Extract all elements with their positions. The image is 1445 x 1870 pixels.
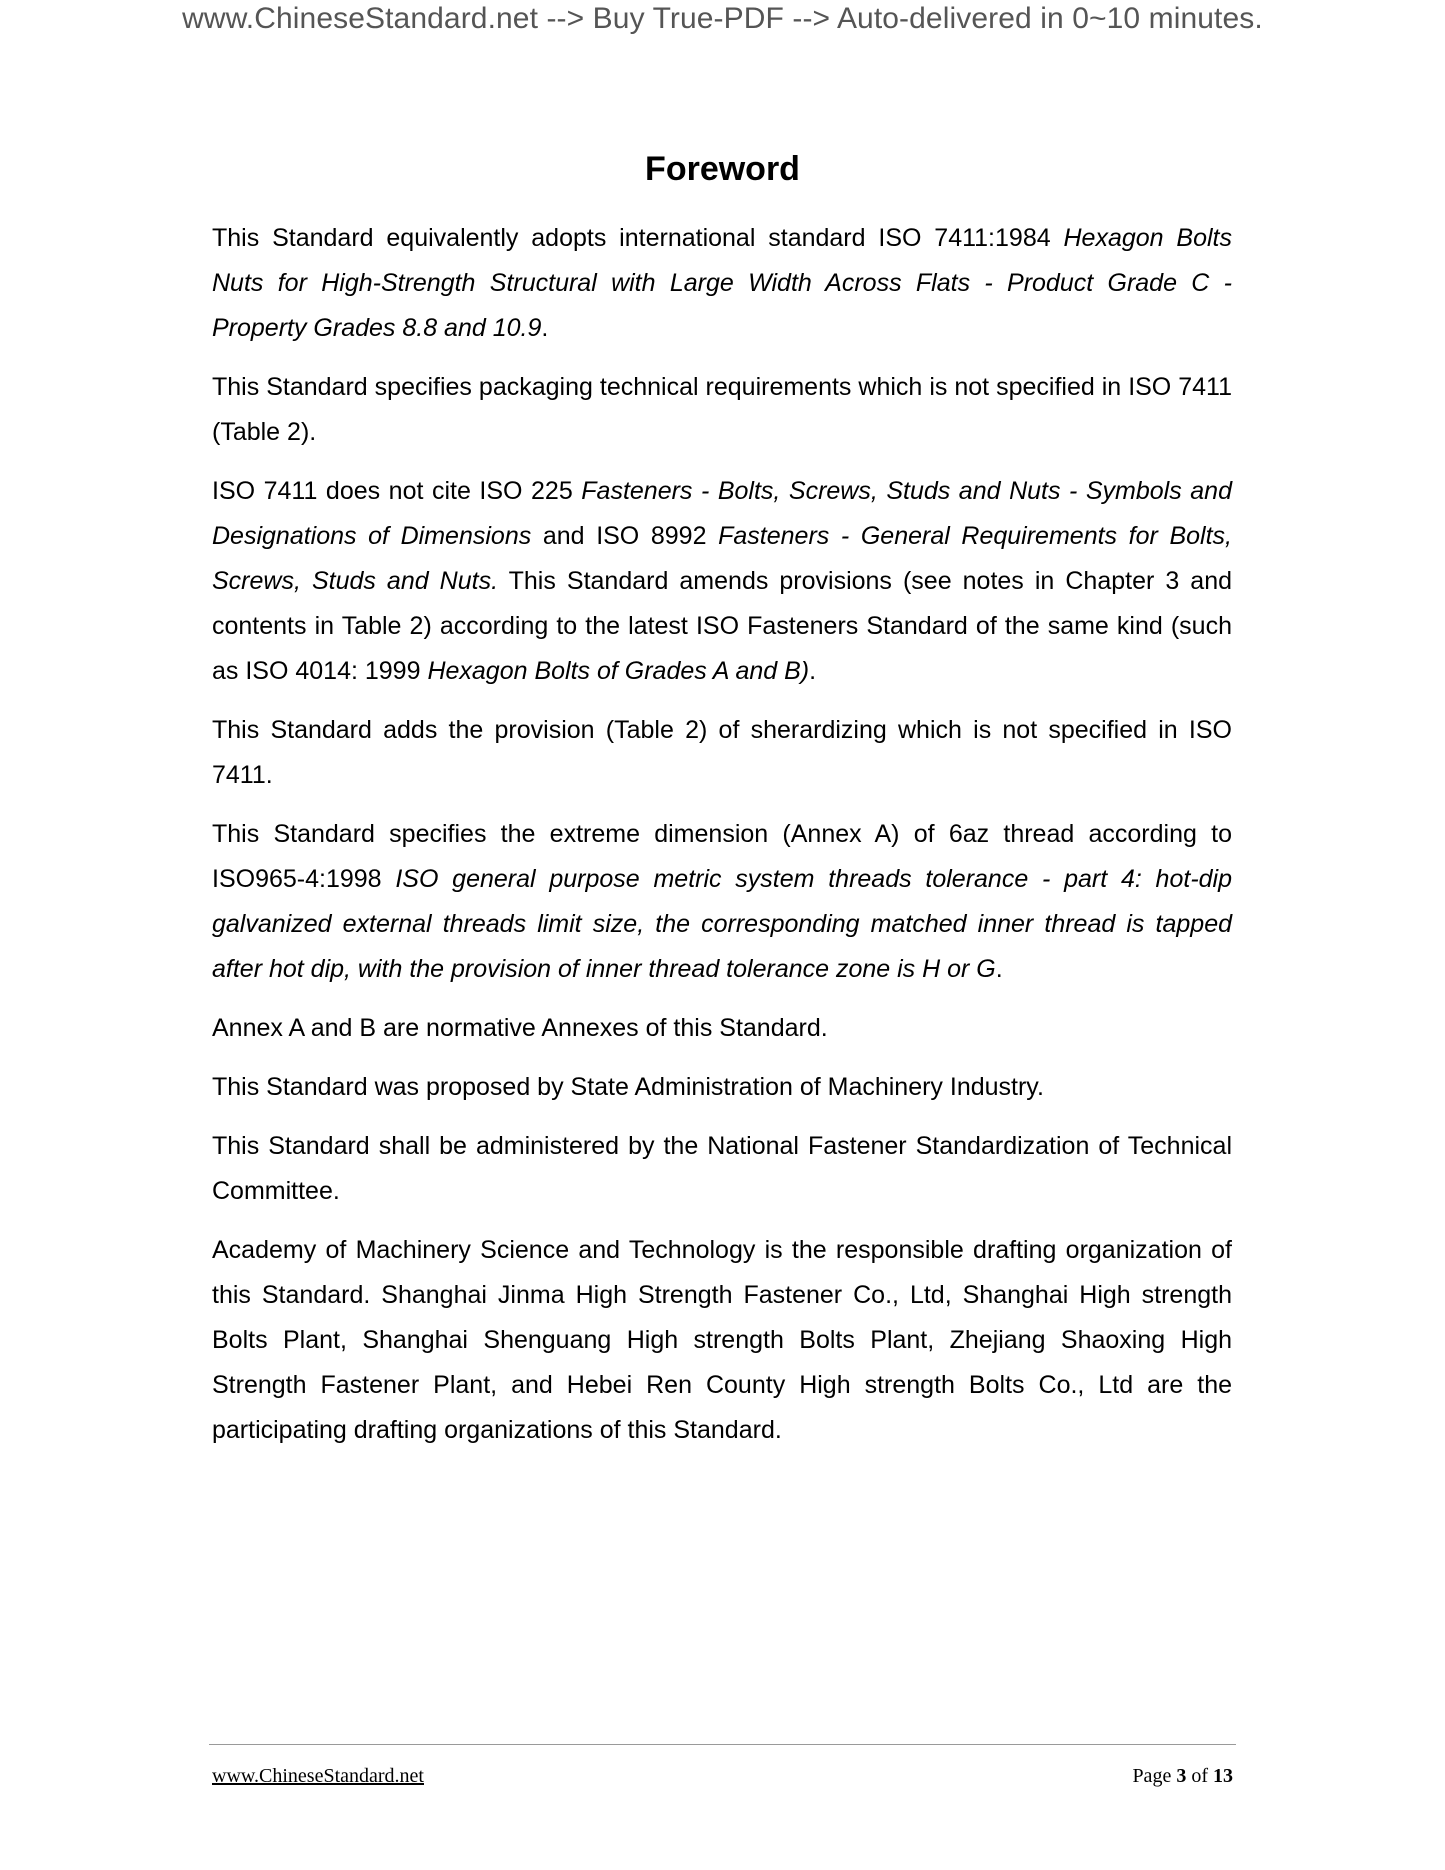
paragraph-sherardizing: This Standard adds the provision (Table 2) of sherardizing which is not specified in ISO 7411.: [212, 716, 1232, 789]
footer-site-link[interactable]: www.ChineseStandard.net: [212, 1765, 424, 1787]
paragraph-adoption: This Standard equivalently adopts international standard ISO 7411:1984 Hexagon Bolts Nuts for High-Strength Structural with Large Width Across Flats - Product Grade C - Property Grades 8.8 and 10.9.: [212, 224, 1232, 342]
paragraph-thread-dimension: This Standard specifies the extreme dimension (Annex A) of 6az thread according to ISO965-4:1998 ISO general purpose metric system threads tolerance - part 4: hot-dip galvanized external threads limit size, the corresponding matched inner thread is tapped after hot dip, with the provision of inner thread tolerance zone is H or G.: [212, 820, 1233, 983]
top-banner: www.ChineseStandard.net --> Buy True-PDF --> Auto-delivered in 0~10 minutes.: [182, 2, 1263, 35]
paragraph-amendments: ISO 7411 does not cite ISO 225 Fasteners - Bolts, Screws, Studs and Nuts - Symbols and Designations of Dimensions and ISO 8992 Fasteners - General Requirements for Bolts, Screws, Studs and Nuts. This Standard amends provisions (see notes in Chapter 3 and contents in Table 2) according to the latest ISO Fasteners Standard of the same kind (such as ISO 4014: 1999 Hexagon Bolts of Grades A and B).: [212, 477, 1232, 685]
paragraph-packaging: This Standard specifies packaging technical requirements which is not specified in ISO 7411 (Table 2).: [212, 373, 1232, 446]
document-body: [212, 216, 1232, 1467]
paragraph-proposed-by: This Standard was proposed by State Administration of Machinery Industry.: [212, 1073, 1044, 1101]
paragraph-administered-by: This Standard shall be administered by the National Fastener Standardization of Technical Committee.: [212, 1132, 1232, 1205]
footer-divider: [209, 1744, 1236, 1745]
page-title: Foreword: [645, 150, 800, 188]
paragraph-annexes: Annex A and B are normative Annexes of this Standard.: [212, 1014, 828, 1042]
paragraph-drafting-organizations: Academy of Machinery Science and Technology is the responsible drafting organization of this Standard. Shanghai Jinma High Strength Fastener Co., Ltd, Shanghai High strength Bolts Plant, Shanghai Shenguang High strength Bolts Plant, Zhejiang Shaoxing High Strength Fastener Plant, and Hebei Ren County High strength Bolts Co., Ltd are the participating drafting organizations of this Standard.: [212, 1236, 1232, 1444]
page-number: Page 3 of 13: [1132, 1765, 1233, 1787]
